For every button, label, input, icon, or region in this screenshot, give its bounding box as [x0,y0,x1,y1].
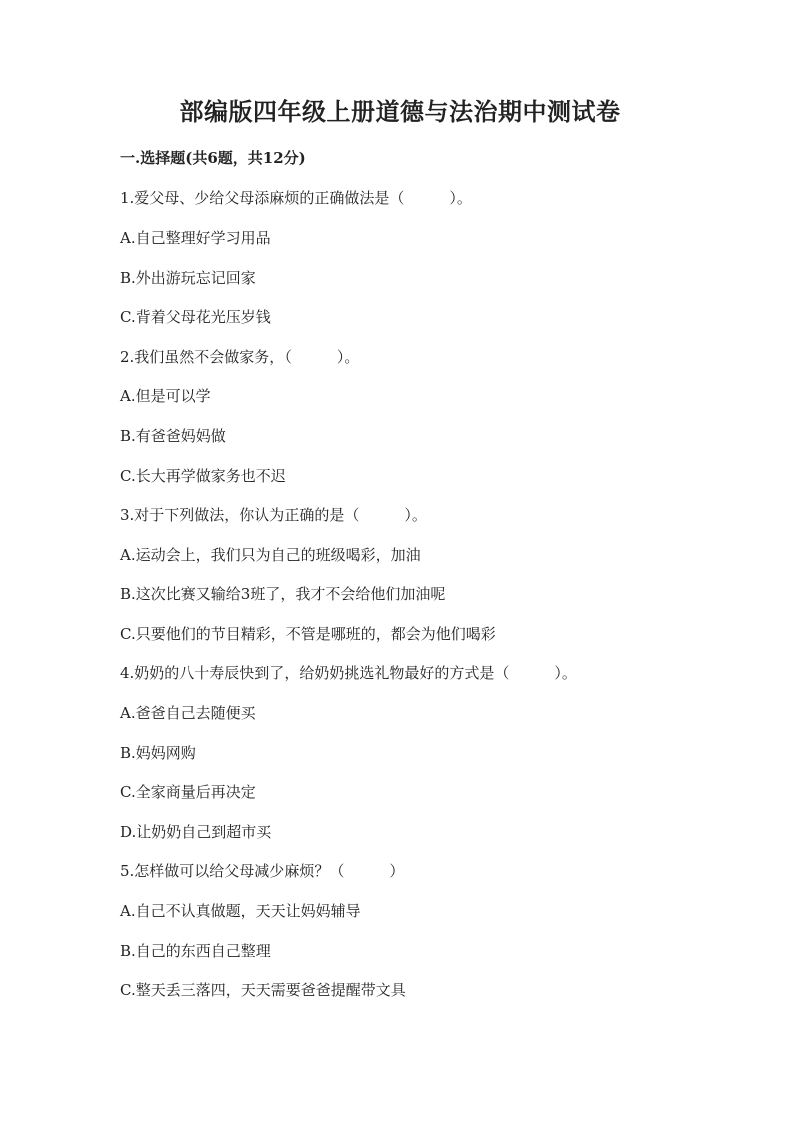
answer-option: C.只要他们的节目精彩，不管是哪班的，都会为他们喝彩 [120,625,496,643]
answer-option: D.让奶奶自己到超市买 [120,823,272,841]
question-stem: 1.爱父母、少给父母添麻烦的正确做法是（ ）。 [120,189,472,207]
question-stem: 3.对于下列做法，你认为正确的是（ ）。 [120,506,427,524]
answer-option: B.妈妈网购 [120,744,196,762]
answer-option: B.自己的东西自己整理 [120,942,271,960]
question-stem: 5.怎样做可以给父母减少麻烦？（ ） [120,862,405,880]
answer-option: B.有爸爸妈妈做 [120,427,226,445]
answer-option: A.但是可以学 [120,387,211,405]
answer-option: A.自己不认真做题，天天让妈妈辅导 [120,902,361,920]
answer-option: A.运动会上，我们只为自己的班级喝彩，加油 [120,546,421,564]
section-heading: 一.选择题(共6题，共12分) [120,149,306,167]
answer-option: A.爸爸自己去随便买 [120,704,256,722]
page-title: 部编版四年级上册道德与法治期中测试卷 [179,97,621,126]
answer-option: B.外出游玩忘记回家 [120,269,256,287]
answer-option: C.整天丢三落四，天天需要爸爸提醒带文具 [120,981,406,999]
answer-option: C.长大再学做家务也不迟 [120,467,286,485]
answer-option: C.背着父母花光压岁钱 [120,308,271,326]
answer-option: C.全家商量后再决定 [120,783,256,801]
question-stem: 4.奶奶的八十寿辰快到了，给奶奶挑选礼物最好的方式是（ ）。 [120,664,577,682]
answer-option: B.这次比赛又输给3班了，我才不会给他们加油呢 [120,585,446,603]
question-stem: 2.我们虽然不会做家务，（ ）。 [120,348,360,366]
answer-option: A.自己整理好学习用品 [120,229,271,247]
